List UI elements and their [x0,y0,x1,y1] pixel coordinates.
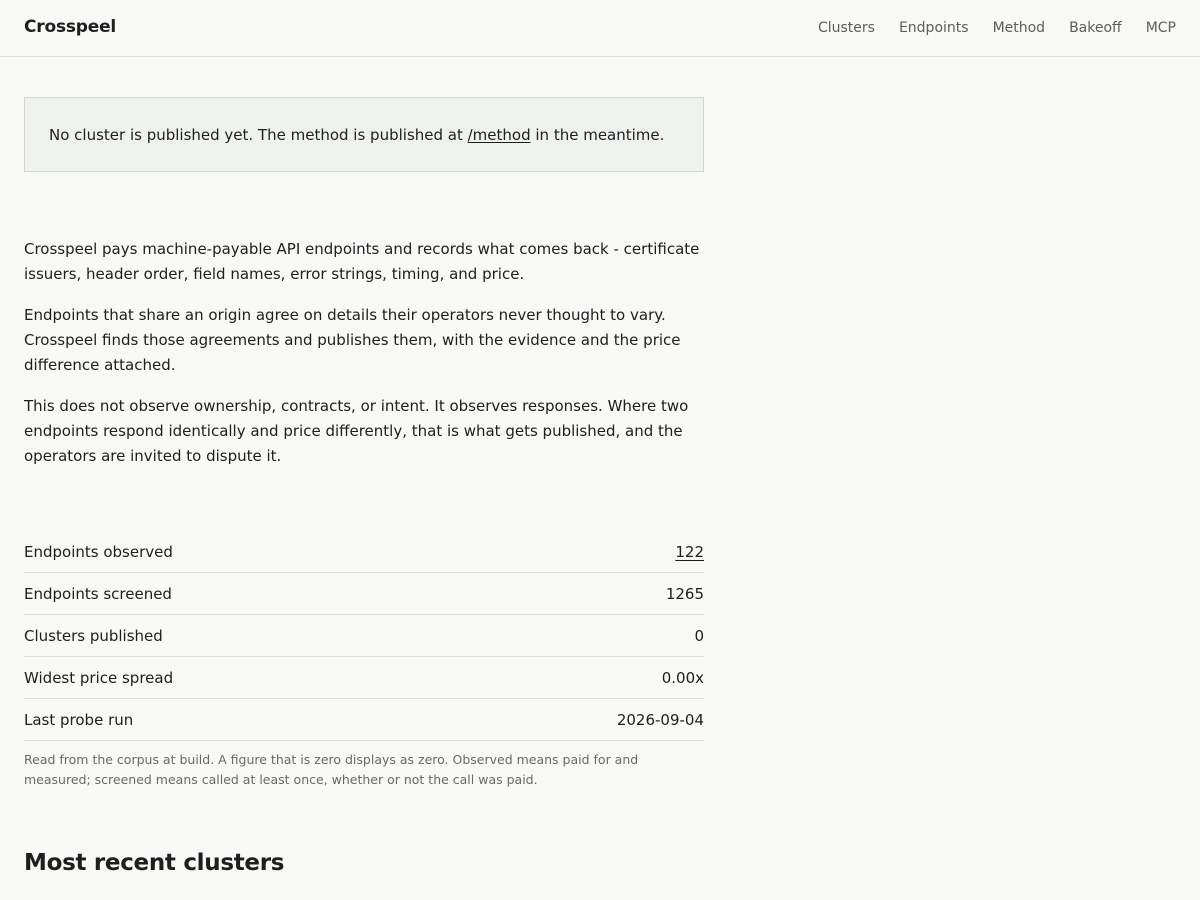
main-content [24,97,704,876]
intro-paragraph-3: This does not observe ownership, contracts, or intent. It observes responses. Where two endpoints respond identically and price differently, that is what gets published, and the operators are invited to dispute it. [24,397,689,465]
nav-clusters[interactable]: Clusters [817,20,875,36]
stat-label: Endpoints observed [24,542,173,561]
stat-value: 0.00x [661,668,704,687]
intro-paragraph-2: Endpoints that share an origin agree on details their operators never thought to vary. Crosspeel finds those agreements and publishes them, with the evidence and the price difference attached. [24,306,681,374]
endpoints-observed-link[interactable]: 122 [675,542,704,561]
top-bar [0,0,1200,57]
recent-clusters-heading: Most recent clusters [24,850,285,876]
stat-value: 0 [694,626,704,645]
notice-text-before: No cluster is published yet. The method is published at [49,125,468,144]
main-nav [818,20,1176,36]
intro-section [24,237,704,469]
stat-label: Last probe run [24,710,134,729]
stat-row-clusters-published [24,615,704,657]
stat-value [675,543,704,561]
stat-value: 2026-09-04 [616,710,704,729]
nav-endpoints[interactable]: Endpoints [898,20,969,36]
notice-text-after: in the meantime. [530,125,665,144]
stat-row-endpoints-observed [24,531,704,573]
notice-text [49,126,664,144]
stat-label: Clusters published [24,626,163,645]
intro-paragraph-1: Crosspeel pays machine-payable API endpoints and records what comes back - certificate issuers, header order, field names, error strings, timing, and price. [24,240,700,283]
stats-footnote: Read from the corpus at build. A figure that is zero displays as zero. Observed means paid for and measured; screened means called at least once, whether or not the call was paid. [24,752,639,787]
notice-box [24,97,704,172]
nav-bakeoff[interactable]: Bakeoff [1069,20,1122,36]
stat-row-widest-price-spread [24,657,704,699]
stat-label: Widest price spread [24,668,174,687]
nav-method[interactable]: Method [992,20,1046,36]
stat-row-endpoints-screened [24,573,704,615]
stat-value: 1265 [665,584,704,603]
nav-mcp[interactable]: MCP [1145,20,1176,36]
stats-table [24,531,704,790]
stat-row-last-probe-run [24,699,704,741]
brand-logo[interactable]: Crosspeel [24,17,117,37]
method-link[interactable]: /method [467,125,531,144]
stat-label: Endpoints screened [24,584,172,603]
